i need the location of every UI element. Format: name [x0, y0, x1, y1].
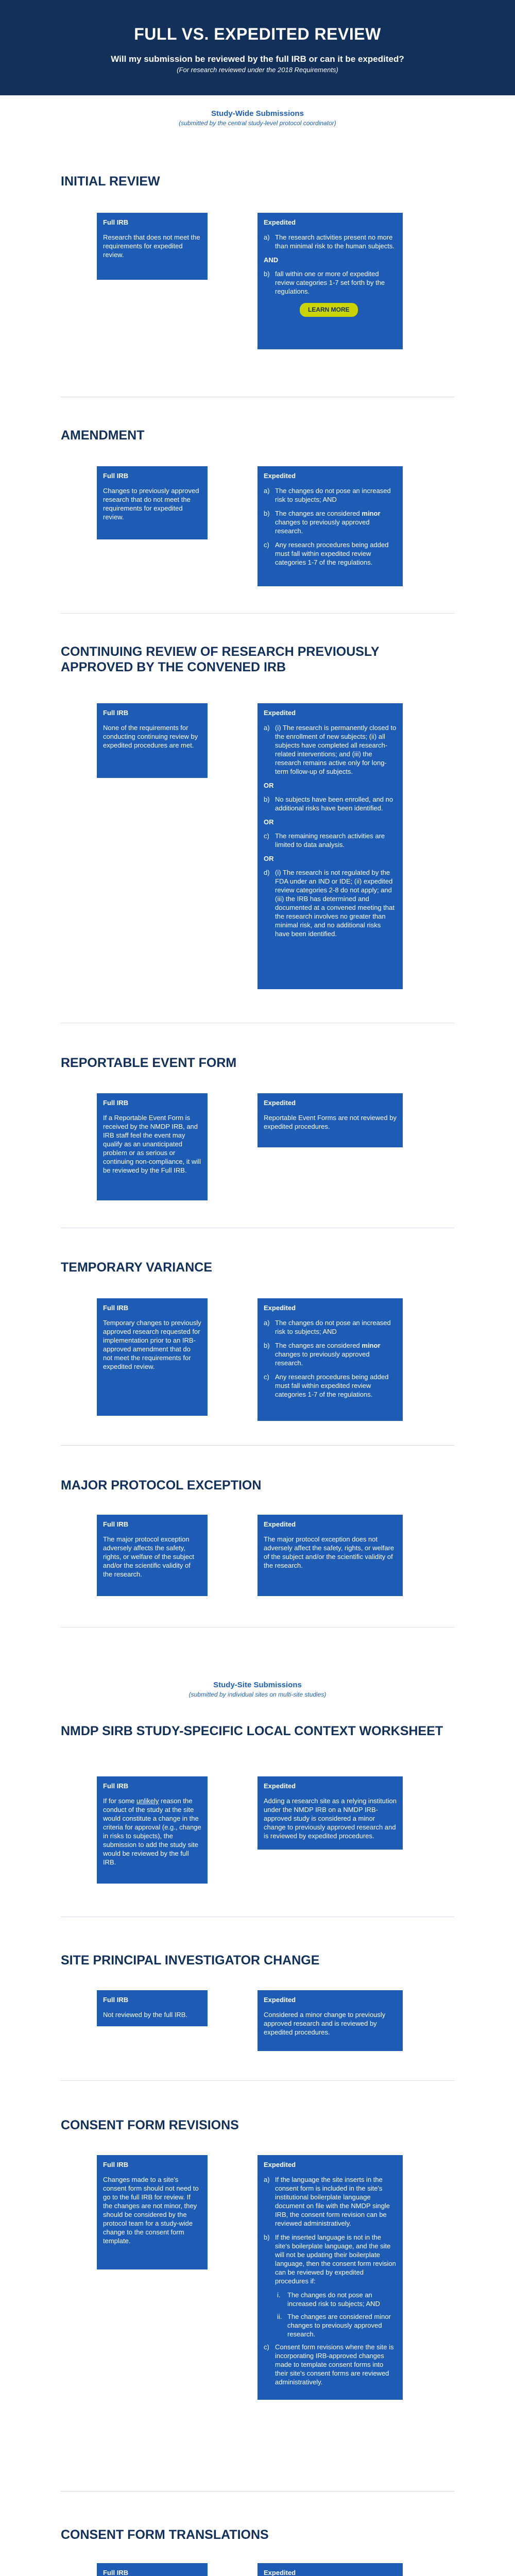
- section-heading: SITE PRINCIPAL INVESTIGATOR CHANGE: [61, 1953, 320, 1968]
- card-title: Expedited: [264, 1520, 296, 1528]
- card-title: Full IRB: [103, 1304, 129, 1312]
- section-heading: CONTINUING REVIEW OF RESEARCH PREVIOUSLY APPROVED BY THE CONVENED IRB: [61, 645, 380, 674]
- full-irb-card: [97, 1776, 208, 1884]
- card-title: Expedited: [264, 2569, 296, 2576]
- card-text: Not reviewed by the full IRB.: [103, 2011, 188, 2019]
- criterion-c: c) Consent form revisions where the site is incorporating IRB-approved changes made to template consent forms into their site's consent forms are reviewed administratively.: [264, 2343, 394, 2386]
- expedited-card: [258, 1093, 403, 1147]
- section-heading: CONSENT FORM REVISIONS: [61, 2118, 239, 2132]
- expedited-card: [258, 1515, 403, 1596]
- card-title: Full IRB: [103, 472, 129, 480]
- card-text: Considered a minor change to previously approved research and is reviewed by expedited procedures.: [264, 2011, 386, 2036]
- page-title: FULL VS. EXPEDITED REVIEW: [134, 25, 381, 43]
- study-site-group-title: [0, 1681, 515, 1698]
- criterion-a: a) If the language the site inserts in the consent form is included in the site's institutional boilerplate language document on file with the NMDP single IRB, the consent form revision can be reviewed administratively.: [264, 2176, 390, 2227]
- section-heading: INITIAL REVIEW: [61, 174, 160, 189]
- page-subtitle: (For research reviewed under the 2018 Requirements): [177, 66, 338, 74]
- or-separator: OR: [264, 818, 274, 826]
- and-separator: AND: [264, 256, 279, 264]
- full-irb-card: [97, 1298, 208, 1416]
- card-title: Full IRB: [103, 218, 129, 226]
- group-subtitle: (submitted by the central study-level protocol coordinator): [179, 120, 336, 127]
- criterion-b: b) If the inserted language is not in the site's boilerplate language, and the site will not be updating their boilerplate language, then the consent form revision can be reviewed by expedited procedures if:: [264, 2233, 396, 2285]
- study-wide-group-title: [0, 109, 515, 127]
- group-title: Study-Site Submissions: [213, 1681, 302, 1689]
- section-heading: TEMPORARY VARIANCE: [61, 1260, 213, 1275]
- or-separator: OR: [264, 855, 274, 862]
- expedited-card: [258, 2155, 403, 2400]
- page-header: [0, 0, 515, 95]
- criterion-d: d) (i) The research is not regulated by the FDA under an IND or IDE; (ii) expedited review categories 2-8 do not apply; and (iii) the IRB has determined and documented at a convened meeting that the research involves no greater than minimal risk, and no additional risks have been identified.: [264, 869, 394, 938]
- full-irb-card: [97, 1093, 208, 1200]
- or-separator: OR: [264, 782, 274, 789]
- criterion-c: c) Any research procedures being added must fall within expedited review categories 1-7 of the regulations.: [264, 1373, 389, 1398]
- card-title: Expedited: [264, 472, 296, 480]
- full-irb-card: [97, 703, 208, 778]
- criterion-a: a) The changes do not pose an increased risk to subjects; AND: [264, 1319, 391, 1335]
- card-title: Full IRB: [103, 1520, 129, 1528]
- expedited-card: [258, 466, 403, 586]
- expedited-card: [258, 213, 403, 349]
- card-title: Full IRB: [103, 1782, 129, 1790]
- divider: [61, 1445, 454, 1446]
- criterion-b: b) The changes are considered minor changes to previously approved research.: [264, 1342, 381, 1367]
- group-subtitle: (submitted by individual sites on multi-site studies): [188, 1691, 327, 1698]
- expedited-card: [258, 1298, 403, 1421]
- divider: [61, 613, 454, 614]
- full-irb-card: [97, 466, 208, 539]
- expedited-card: [258, 1990, 403, 2051]
- full-irb-card: [97, 2155, 208, 2269]
- expedited-card: [258, 703, 403, 989]
- criterion-a: a) The changes do not pose an increased risk to subjects; AND: [264, 487, 391, 503]
- card-title: Expedited: [264, 2161, 296, 2168]
- card-title: Expedited: [264, 218, 296, 226]
- card-text: Reportable Event Forms are not reviewed by expedited procedures.: [264, 1114, 397, 1130]
- group-title: Study-Wide Submissions: [211, 109, 304, 118]
- section-heading: NMDP SIRB STUDY-SPECIFIC LOCAL CONTEXT WORKSHEET: [61, 1724, 443, 1738]
- card-title: Full IRB: [103, 709, 129, 717]
- card-text: If for some unlikely reason the conduct of the study at the site would constitute a change in the criteria for approval (e.g., change in risks to subjects), the submission to add the study site would be reviewed by the full IRB.: [103, 1797, 201, 1866]
- expedited-card: [258, 1776, 403, 1850]
- card-text: Adding a research site as a relying institution under the NMDP IRB on a NMDP IRB-approved study is considered a minor change to previously approved research and is reviewed by expedited procedures.: [264, 1797, 397, 1840]
- card-title: Expedited: [264, 1782, 296, 1790]
- card-title: Expedited: [264, 1304, 296, 1312]
- card-title: Full IRB: [103, 1099, 129, 1107]
- criterion-b: b) The changes are considered minor changes to previously approved research.: [264, 510, 381, 535]
- criterion-c: c) The remaining research activities are limited to data analysis.: [264, 832, 385, 849]
- full-irb-card: [97, 213, 208, 280]
- card-title: Full IRB: [103, 2569, 129, 2576]
- card-text: The major protocol exception does not adversely affect the safety, rights, or welfare of the subject and/or the scientific validity of the research.: [264, 1535, 394, 1569]
- sub-criterion-i: i. The changes do not pose an increased risk to subjects; AND: [277, 2291, 380, 2308]
- divider: [61, 1627, 454, 1628]
- divider: [61, 2491, 454, 2492]
- card-title: Expedited: [264, 1099, 296, 1107]
- section-heading: AMENDMENT: [61, 428, 145, 443]
- full-irb-card: [97, 1990, 208, 2026]
- sub-criterion-ii: ii. The changes are considered minor changes to previously approved research.: [277, 2313, 391, 2338]
- card-text: Temporary changes to previously approved research requested for implementation prior to an IRB-approved amendment that do not meet the requirements for expedited review.: [103, 1319, 201, 1370]
- card-title: Expedited: [264, 1996, 296, 2004]
- card-title: Expedited: [264, 709, 296, 717]
- divider: [61, 2080, 454, 2081]
- criterion-b: b) No subjects have been enrolled, and no additional risks have been identified.: [264, 795, 393, 812]
- expedited-card: [258, 2563, 403, 2576]
- section-heading: MAJOR PROTOCOL EXCEPTION: [61, 1478, 262, 1493]
- page-question: Will my submission be reviewed by the full IRB or can it be expedited?: [111, 54, 404, 64]
- criterion-c: c) Any research procedures being added must fall within expedited review categories 1-7 of the regulations.: [264, 541, 389, 566]
- section-heading: REPORTABLE EVENT FORM: [61, 1056, 237, 1070]
- criterion-a: a) (i) The research is permanently closed to the enrollment of new subjects; (ii) all subjects have completed all research-related interventions; and (iii) the research remains active only for long-term follow-up of subjects.: [264, 724, 397, 775]
- card-text: If a Reportable Event Form is received by the NMDP IRB, and IRB staff feel the event may qualify as an unanticipated problem or as serious or continuing non-compliance, it will be reviewed by the Full IRB.: [103, 1114, 201, 1174]
- card-text: The major protocol exception adversely affects the safety, rights, or welfare of the subject and/or the scientific validity of the research.: [103, 1535, 195, 1578]
- card-text: None of the requirements for conducting continuing review by expedited procedures are met.: [103, 724, 198, 749]
- criterion-b: b) fall within one or more of expedited review categories 1-7 set forth by the regulations.: [264, 270, 385, 295]
- full-irb-card: [97, 2563, 208, 2576]
- card-title: Full IRB: [103, 2161, 129, 2168]
- card-text: Research that does not meet the requirements for expedited review.: [103, 233, 200, 259]
- criterion-a: a) The research activities present no more than minimal risk to the human subjects.: [264, 233, 394, 250]
- card-title: Full IRB: [103, 1996, 129, 2004]
- card-text: Changes to previously approved research that do not meet the requirements for expedited review.: [103, 487, 199, 521]
- learn-more-button[interactable]: LEARN MORE: [300, 303, 358, 317]
- card-text: Changes made to a site's consent form should not need to go to the full IRB for review. If the changes are not minor, they should be considered by the protocol team for a study-wide change to the consent form template.: [103, 2176, 199, 2245]
- section-heading: CONSENT FORM TRANSLATIONS: [61, 2528, 269, 2542]
- full-irb-card: [97, 1515, 208, 1596]
